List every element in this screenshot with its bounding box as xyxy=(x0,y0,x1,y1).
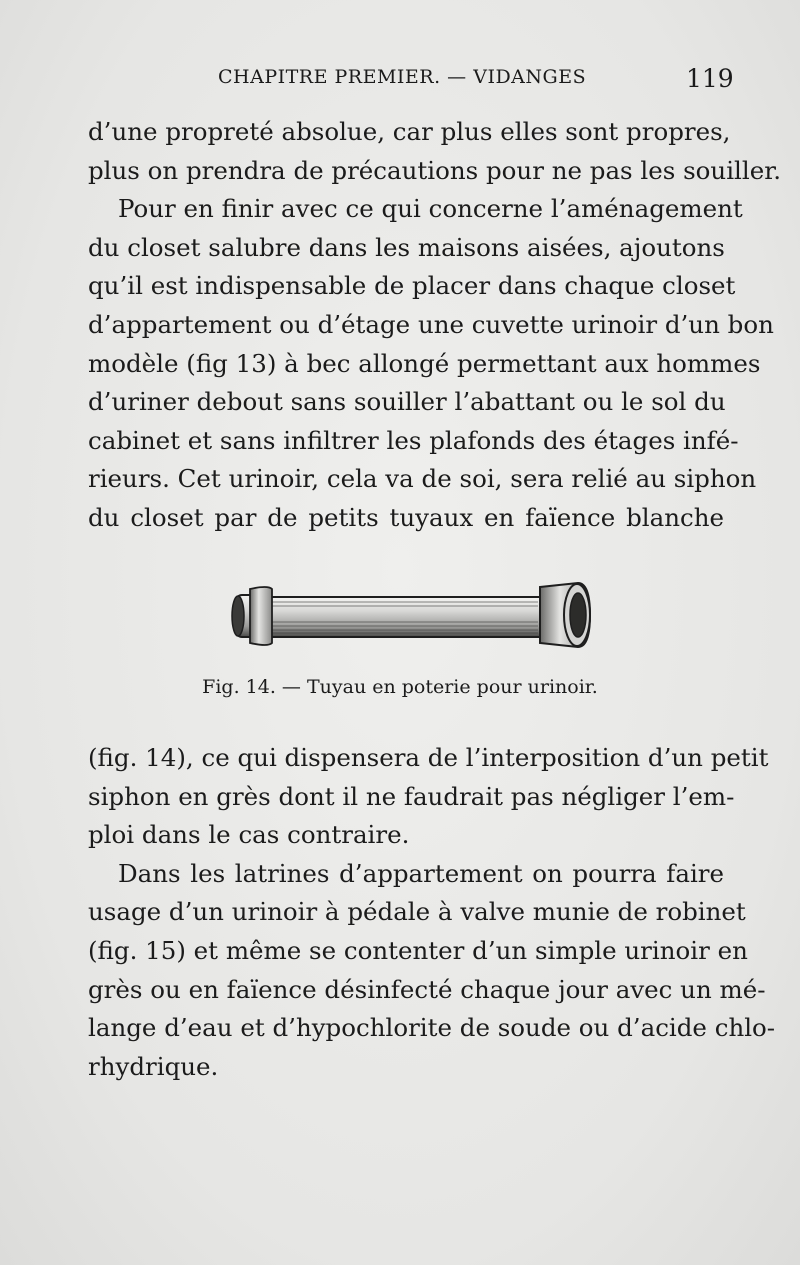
text-line: plus on prendra de précautions pour ne pas les souiller. xyxy=(88,155,782,185)
text-line: du closet salubre dans les maisons aisées, ajoutons xyxy=(88,232,725,262)
pipe-illustration xyxy=(228,575,598,655)
text-line: (fig. 15) et même se contenter d’un simple urinoir en xyxy=(88,935,748,965)
text-line: du closet par de petits tuyaux en faïence blanche xyxy=(88,502,724,532)
text-line: ploi dans le cas contraire. xyxy=(88,820,410,850)
text-line: rhydrique. xyxy=(88,1051,219,1081)
text-line: Pour en finir avec ce qui concerne l’aménagement xyxy=(118,194,743,224)
running-head: CHAPITRE PREMIER. — VIDANGES xyxy=(218,66,587,88)
text-line: d’uriner debout sans souiller l’abattant ou le sol du xyxy=(88,387,726,417)
text-line: modèle (fig 13) à bec allongé permettant aux hommes xyxy=(88,348,761,378)
page-number: 119 xyxy=(686,64,734,93)
text-line: d’une propreté absolue, car plus elles sont propres, xyxy=(88,117,731,146)
page-header xyxy=(0,66,800,96)
text-line: lange d’eau et d’hypochlorite de soude ou d’acide chlo- xyxy=(88,1013,776,1043)
text-line: qu’il est indispensable de placer dans chaque closet xyxy=(88,271,736,301)
text-line: usage d’un urinoir à pédale à valve munie de robinet xyxy=(88,897,746,927)
text-line: siphon en grès dont il ne faudrait pas négliger l’em- xyxy=(88,781,735,811)
text-block-bottom xyxy=(88,739,776,1086)
text-line: (fig. 14), ce qui dispensera de l’interposition d’un petit xyxy=(88,743,769,772)
text-line: Dans les latrines d’appartement on pourra faire xyxy=(118,858,724,888)
text-line: grès ou en faïence désinfecté chaque jour avec un mé- xyxy=(88,974,766,1004)
text-line: cabinet et sans infiltrer les plafonds des étages infé- xyxy=(88,425,739,455)
text-line: d’appartement ou d’étage une cuvette urinoir d’un bon xyxy=(88,309,774,339)
text-line: rieurs. Cet urinoir, cela va de soi, sera relié au siphon xyxy=(88,464,757,494)
pipe-drawing xyxy=(228,575,598,655)
figure-caption: Fig. 14. — Tuyau en poterie pour urinoir. xyxy=(202,676,598,698)
text-block-top xyxy=(88,113,782,538)
